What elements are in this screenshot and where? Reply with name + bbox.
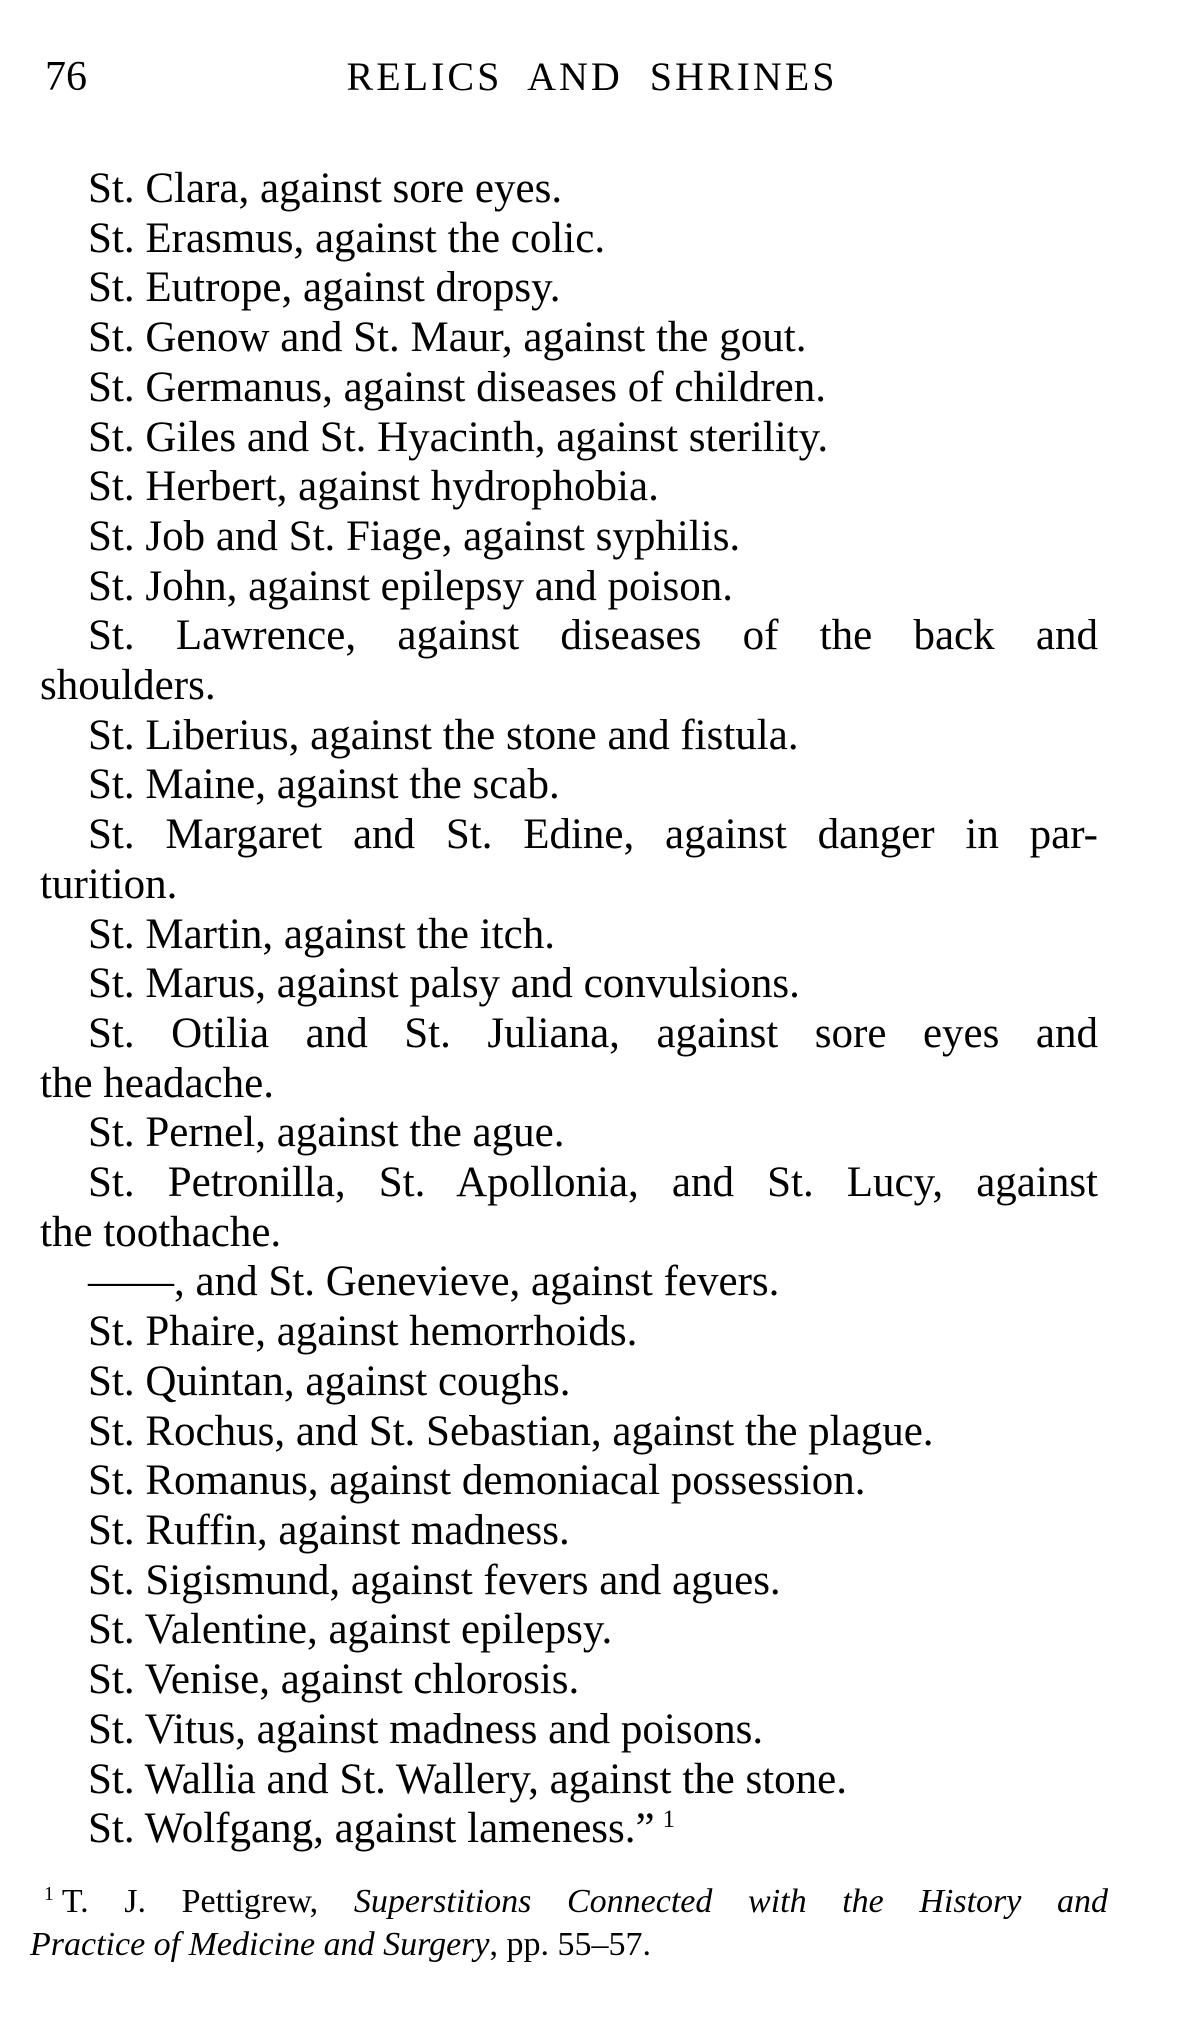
body-line-text: St. John, against epilepsy and poison. — [88, 562, 733, 610]
body-line — [40, 1357, 1106, 1407]
body-line — [40, 1605, 1106, 1655]
page-number: 76 — [45, 54, 87, 100]
body-line — [40, 512, 1106, 562]
footnote — [30, 1880, 1108, 1966]
body-line — [40, 1506, 1106, 1556]
body-line — [40, 1755, 1106, 1805]
body-line — [40, 313, 1106, 363]
body-line-text: St. Vitus, against madness and poisons. — [88, 1705, 764, 1753]
body-line — [40, 1009, 1106, 1059]
body-line-text: St. Rochus, and St. Sebastian, against the plague. — [88, 1407, 934, 1455]
footnote-marker: 1 — [44, 1882, 54, 1905]
body-line-text: St. Clara, against sore eyes. — [88, 165, 563, 212]
body-line-text: St. Wolfgang, against lameness.” — [88, 1805, 655, 1853]
footnote-title-part2: Practice of Medicine and Surgery — [30, 1925, 490, 1963]
body-line-text: St. Erasmus, against the colic. — [88, 214, 606, 262]
body-line-text: the headache. — [40, 1059, 274, 1107]
body-line — [40, 1456, 1106, 1506]
body-line-text: St. Marus, against palsy and convulsions. — [88, 960, 800, 1008]
body-line — [40, 214, 1106, 264]
body-line-text: St. Maine, against the scab. — [88, 761, 560, 809]
body-line — [40, 1556, 1106, 1606]
body-line — [40, 1108, 1106, 1158]
body-line — [40, 959, 1106, 1009]
body-line-text: St. Margaret and St. Edine, against danger in par- — [88, 811, 1098, 859]
body-line-text: St. Phaire, against hemorrhoids. — [88, 1308, 638, 1356]
body-line — [40, 910, 1106, 960]
body-line-text: turition. — [40, 860, 178, 908]
body-text — [40, 164, 1106, 1854]
body-line-text: the toothache. — [40, 1208, 282, 1256]
body-line-text: St. Herbert, against hydrophobia. — [88, 463, 659, 511]
footnote-line-2 — [30, 1923, 1108, 1966]
body-line — [40, 263, 1106, 313]
body-line-text: St. Giles and St. Hyacinth, against sterility. — [88, 413, 829, 461]
footnote-line-1 — [30, 1880, 1108, 1923]
body-line-text: St. Ruffin, against madness. — [88, 1506, 570, 1554]
body-line-text: St. Valentine, against epilepsy. — [88, 1606, 613, 1654]
body-line-text: St. Martin, against the itch. — [88, 910, 555, 958]
body-line — [40, 562, 1106, 612]
body-line-text: St. Otilia and St. Juliana, against sore eyes and — [88, 1009, 1098, 1057]
body-line — [40, 1257, 1106, 1307]
body-line-text: St. Venise, against chlorosis. — [88, 1656, 580, 1704]
body-line — [40, 711, 1106, 761]
body-line — [40, 1059, 1106, 1109]
body-line-text: St. Lawrence, against diseases of the back and — [88, 612, 1098, 660]
body-line — [40, 1158, 1106, 1208]
body-line-text: St. Job and St. Fiage, against syphilis. — [88, 512, 741, 560]
body-line — [40, 1208, 1106, 1258]
body-line — [40, 760, 1106, 810]
body-line-text: St. Wallia and St. Wallery, against the stone. — [88, 1755, 847, 1803]
body-line-text: St. Sigismund, against fevers and agues. — [88, 1556, 781, 1604]
footnote-pages: , pp. 55–57. — [489, 1925, 651, 1963]
body-line — [40, 1804, 1106, 1854]
running-title: RELICS AND SHRINES — [346, 54, 838, 99]
body-line — [40, 413, 1106, 463]
body-line — [40, 164, 1106, 214]
footnote-author: T. J. Pettigrew, — [61, 1882, 319, 1920]
body-line-text: St. Petronilla, St. Apollonia, and St. Lucy, against — [88, 1159, 1098, 1207]
body-line — [40, 1307, 1106, 1357]
footnote-title-part1: Superstitions Connected with the History and — [353, 1882, 1109, 1920]
body-line-text: St. Liberius, against the stone and fistula. — [88, 711, 799, 759]
body-line-text: ——, and St. Genevieve, against fevers. — [88, 1258, 780, 1306]
body-line — [40, 661, 1106, 711]
body-line-text: St. Germanus, against diseases of children. — [88, 363, 826, 411]
body-line-text: shoulders. — [40, 662, 216, 710]
body-line — [40, 363, 1106, 413]
page-header — [0, 52, 1184, 102]
body-line — [40, 1407, 1106, 1457]
body-line-text: St. Genow and St. Maur, against the gout. — [88, 314, 807, 362]
body-line — [40, 462, 1106, 512]
body-line-text: St. Romanus, against demoniacal possession. — [88, 1457, 866, 1505]
footnote-ref-marker: 1 — [662, 1805, 676, 1833]
body-line — [40, 860, 1106, 910]
body-line-text: St. Eutrope, against dropsy. — [88, 264, 561, 312]
body-line — [40, 1655, 1106, 1705]
body-line — [40, 611, 1106, 661]
body-line-text: St. Quintan, against coughs. — [88, 1357, 571, 1405]
body-line-text: St. Pernel, against the ague. — [88, 1109, 565, 1157]
body-line — [40, 810, 1106, 860]
body-line — [40, 1705, 1106, 1755]
